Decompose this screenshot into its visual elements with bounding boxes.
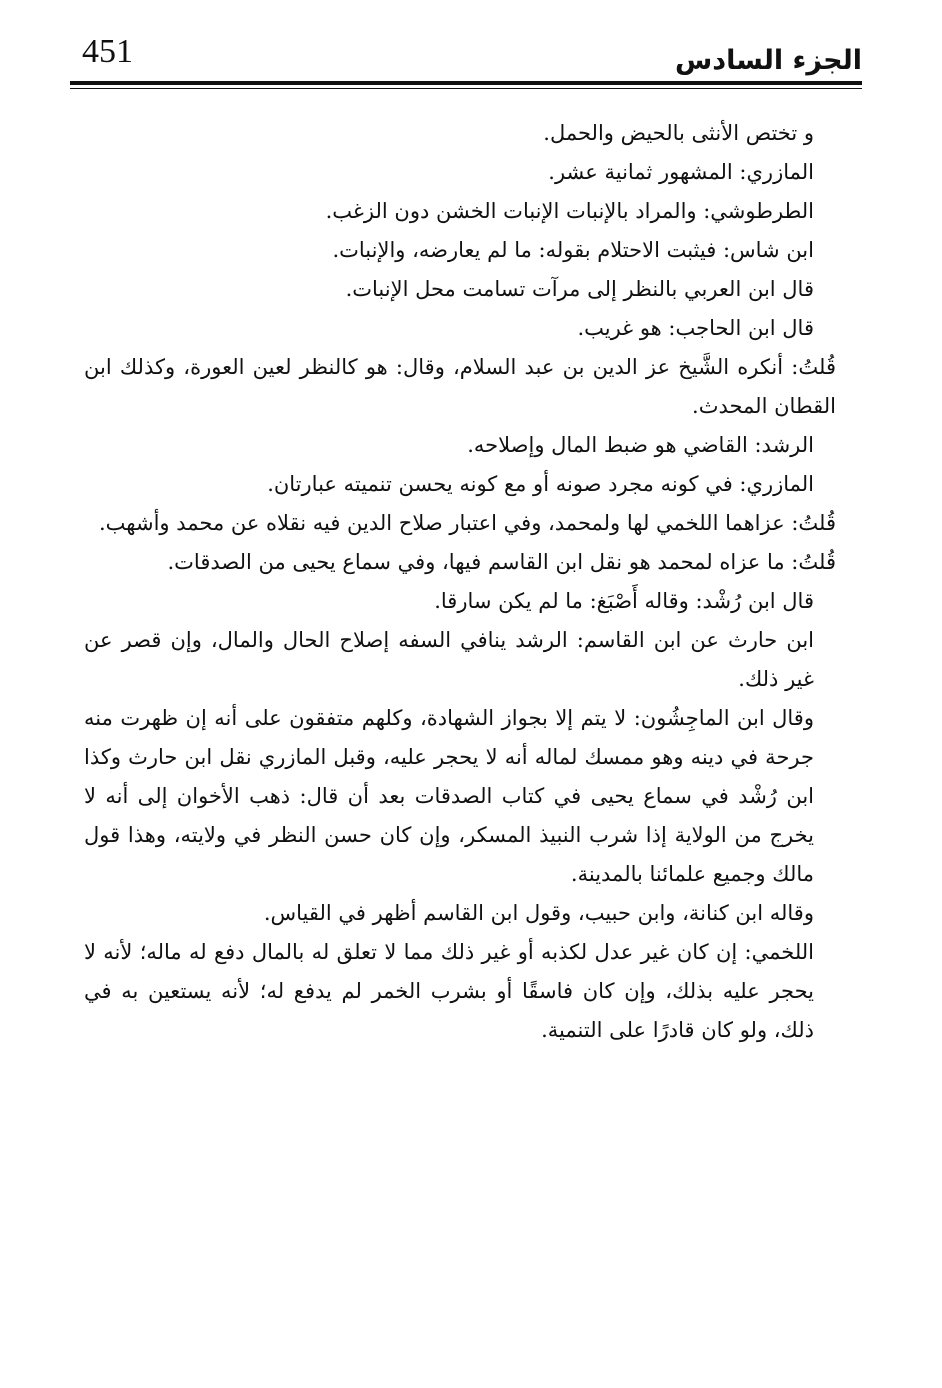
paragraph: وقال ابن الماجِشُون: لا يتم إلا بجواز الشهادة، وكلهم متفقون على أنه إن ظهرت منه جرحة في دينه وهو ممسك لماله أنه لا يحجر عليه، وقبل المازري نقل ابن حارث وكذا ابن رُشْد في سماع يحيى في كتاب الصدقات بعد أن قال: ذهب الأخوان إلى أنه لا يخرج من الولاية إذا شرب النبيذ المسكر، وإن كان حسن النظر في ولايته، وهذا قول مالك وجميع علمائنا بالمدينة. bbox=[84, 706, 814, 886]
header-rule-thin bbox=[70, 88, 862, 89]
paragraph: قال ابن رُشْد: وقاله أَصْبَغ: ما لم يكن سارقا. bbox=[434, 589, 814, 613]
page-header bbox=[70, 26, 862, 86]
paragraph: وقاله ابن كنانة، وابن حبيب، وقول ابن القاسم أظهر في القياس. bbox=[263, 901, 814, 925]
running-title: الجزء السادس bbox=[675, 45, 862, 76]
paragraph: و تختص الأنثى بالحيض والحمل. bbox=[543, 121, 814, 145]
paragraph: المازري: في كونه مجرد صونه أو مع كونه يحسن تنميته عبارتان. bbox=[267, 472, 814, 496]
paragraph: ابن حارث عن ابن القاسم: الرشد ينافي السفه إصلاح الحال والمال، وإن قصر عن غير ذلك. bbox=[84, 628, 814, 691]
paragraph: قُلتُ: أنكره الشَّيخ عز الدين بن عبد السلام، وقال: هو كالنظر لعين العورة، وكذلك ابن القطان المحدث. bbox=[84, 355, 836, 418]
paragraph: قال ابن الحاجب: هو غريب. bbox=[577, 316, 814, 340]
paragraph: قُلتُ: ما عزاه لمحمد هو نقل ابن القاسم فيها، وفي سماع يحيى من الصدقات. bbox=[167, 550, 836, 574]
paragraph: الطرطوشي: والمراد بالإنبات الإنبات الخشن دون الزغب. bbox=[325, 199, 814, 223]
paragraph: اللخمي: إن كان غير عدل لكذبه أو غير ذلك مما لا تعلق له بالمال دفع له ماله؛ لأنه لا يحجر عليه بذلك، وإن كان فاسقًا أو بشرب الخمر لم يدفع له؛ لأنه يستعين به في ذلك، ولو كان قادرًا على التنمية. bbox=[84, 940, 814, 1042]
paragraph: قال ابن العربي بالنظر إلى مرآت تسامت محل الإنبات. bbox=[345, 277, 814, 301]
paragraph: الرشد: القاضي هو ضبط المال وإصلاحه. bbox=[467, 433, 814, 457]
paragraph: المازري: المشهور ثمانية عشر. bbox=[548, 160, 814, 184]
paragraph: ابن شاس: فيثبت الاحتلام بقوله: ما لم يعارضه، والإنبات. bbox=[332, 238, 814, 262]
body-text bbox=[84, 114, 860, 1050]
page-number: 451 bbox=[82, 33, 133, 70]
header-rule-thick bbox=[70, 81, 862, 85]
paragraph: قُلتُ: عزاهما اللخمي لها ولمحمد، وفي اعتبار صلاح الدين فيه نقلاه عن محمد وأشهب. bbox=[99, 511, 836, 535]
